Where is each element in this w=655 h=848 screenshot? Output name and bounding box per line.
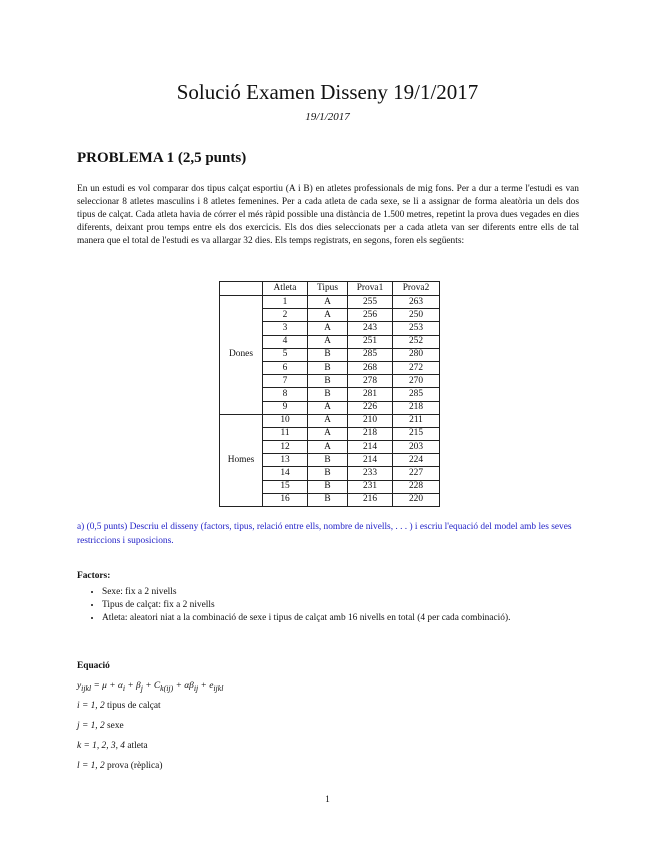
table-cell: 227 [393, 467, 440, 480]
document-title: Solució Examen Disseny 19/1/2017 [176, 80, 479, 104]
table-cell: 10 [263, 414, 308, 427]
table-cell: 203 [393, 441, 440, 454]
table-cell: B [308, 480, 348, 493]
eq-sub: ijkl [81, 683, 92, 693]
table-cell: A [308, 414, 348, 427]
table-header-cell: Tipus [308, 282, 348, 296]
eq-part: + αβ [173, 681, 194, 691]
index-range: i = 1, 2 [77, 701, 105, 711]
table-cell: A [308, 296, 348, 309]
index-range: k = 1, 2, 3, 4 [77, 741, 125, 751]
table-cell: B [308, 375, 348, 388]
list-item: • Atleta: aleatori niat a la combinació de sexe i tipus de calçat amb 16 nivells en total (4 per cada combinació). [102, 612, 579, 625]
index-range: l = 1, 2 [77, 761, 105, 771]
table-cell: 14 [263, 467, 308, 480]
table-cell: 15 [263, 480, 308, 493]
page-number: 1 [325, 795, 330, 805]
table-row [220, 296, 440, 309]
index-desc: tipus de calçat [107, 701, 161, 711]
table-cell: 250 [393, 309, 440, 322]
table-cell: 270 [393, 375, 440, 388]
intro-paragraph: En un estudi es vol comparar dos tipus calçat esportiu (A i B) en atletes professionals de mig fons. Per a dur a terme l'estudi es van seleccionar 8 atletes masculins i 8 atletes femenines. Per a cada atleta de cada sexe, se li a assignar de forma aleatòria un dels dos tipus de calçat. Cada atleta havia de córrer el més ràpid possible una distància de 1.500 metres, repetint la prova dues vegades en dies diferents, deixant prou temps entre els dos exercicis. Els dos dies seleccionats per a cada atleta van ser diferents entre ells de tal manera que el total de l'estudi es va allargar 32 dies. Els temps registrats, en segons, foren els següents: [77, 184, 579, 246]
table-cell: 3 [263, 322, 308, 335]
table-row [220, 414, 440, 427]
index-desc: prova (rèplica) [107, 761, 163, 771]
table-header-row [220, 282, 440, 296]
table-cell: 220 [393, 493, 440, 506]
table-cell: 226 [348, 401, 393, 414]
data-table [219, 281, 440, 507]
table-cell: 13 [263, 454, 308, 467]
eq-part: + β [125, 681, 141, 691]
table-cell: A [308, 322, 348, 335]
index-desc: sexe [107, 721, 124, 731]
table-cell: 218 [348, 427, 393, 440]
table-cell: 214 [348, 441, 393, 454]
table-cell: 7 [263, 375, 308, 388]
eq-part: + C [142, 681, 161, 691]
list-item: • Tipus de calçat: fix a 2 nivells [102, 599, 579, 612]
index-i [77, 701, 161, 711]
table-cell: B [308, 361, 348, 374]
factors-list [77, 586, 579, 625]
table-cell: 268 [348, 361, 393, 374]
table-cell: A [308, 309, 348, 322]
table-cell: 215 [393, 427, 440, 440]
table-cell: 224 [393, 454, 440, 467]
table-cell: B [308, 348, 348, 361]
table-cell: 252 [393, 335, 440, 348]
table-cell: 285 [348, 348, 393, 361]
table-cell: 251 [348, 335, 393, 348]
table-cell: 8 [263, 388, 308, 401]
table-cell: 9 [263, 401, 308, 414]
table-cell: 210 [348, 414, 393, 427]
group-label-cell: Homes [220, 414, 263, 506]
table-cell: B [308, 493, 348, 506]
index-range: j = 1, 2 [77, 721, 105, 731]
table-header-cell: Prova1 [348, 282, 393, 296]
eq-sub: ijkl [213, 683, 224, 693]
table-header-cell: Prova2 [393, 282, 440, 296]
table-cell: B [308, 388, 348, 401]
eq-sub: ij [193, 683, 199, 693]
table-cell: 1 [263, 296, 308, 309]
index-k [77, 741, 148, 751]
index-j [77, 721, 124, 731]
model-equation [77, 681, 223, 693]
table-cell: A [308, 427, 348, 440]
eq-sub: i [122, 683, 126, 693]
table-header-cell: Atleta [263, 282, 308, 296]
table-cell: 253 [393, 322, 440, 335]
table-cell: 228 [393, 480, 440, 493]
equation-heading: Equació [77, 661, 110, 671]
table-cell: 12 [263, 441, 308, 454]
table-header-cell [220, 282, 263, 296]
table-cell: 233 [348, 467, 393, 480]
table-cell: 231 [348, 480, 393, 493]
table-cell: 11 [263, 427, 308, 440]
table-cell: B [308, 454, 348, 467]
index-l [77, 761, 162, 771]
index-desc: atleta [127, 741, 148, 751]
table-cell: 285 [393, 388, 440, 401]
eq-part: = μ + α [91, 681, 123, 691]
table-cell: 278 [348, 375, 393, 388]
list-item: • Sexe: fix a 2 nivells [102, 586, 579, 599]
group-label-cell: Dones [220, 296, 263, 415]
table-cell: 263 [393, 296, 440, 309]
table-cell: 280 [393, 348, 440, 361]
eq-sub: j [140, 683, 143, 693]
table-cell: 243 [348, 322, 393, 335]
table-cell: 6 [263, 361, 308, 374]
question-a: a) (0,5 punts) Descriu el disseny (factors, tipus, relació entre ells, nombre de nivells, . . . ) i escriu l'equació del model amb les seves restriccions i suposicions. [77, 522, 572, 546]
table-cell: 218 [393, 401, 440, 414]
table-cell: 216 [348, 493, 393, 506]
table-cell: 214 [348, 454, 393, 467]
table-cell: 5 [263, 348, 308, 361]
table-cell: 256 [348, 309, 393, 322]
table-body [220, 296, 440, 507]
table-cell: A [308, 335, 348, 348]
table-cell: A [308, 401, 348, 414]
eq-part: y [77, 681, 82, 691]
table-cell: 211 [393, 414, 440, 427]
table-cell: 2 [263, 309, 308, 322]
table-cell: A [308, 441, 348, 454]
problem-heading: PROBLEMA 1 (2,5 punts) [77, 150, 247, 166]
eq-sub: k(ij) [160, 683, 174, 693]
factors-heading: Factors: [77, 571, 111, 581]
table-cell: 16 [263, 493, 308, 506]
table-cell: B [308, 467, 348, 480]
eq-part: + e [198, 681, 214, 691]
table-cell: 255 [348, 296, 393, 309]
table-cell: 272 [393, 361, 440, 374]
document-date: 19/1/2017 [305, 111, 350, 123]
table-cell: 281 [348, 388, 393, 401]
table-cell: 4 [263, 335, 308, 348]
